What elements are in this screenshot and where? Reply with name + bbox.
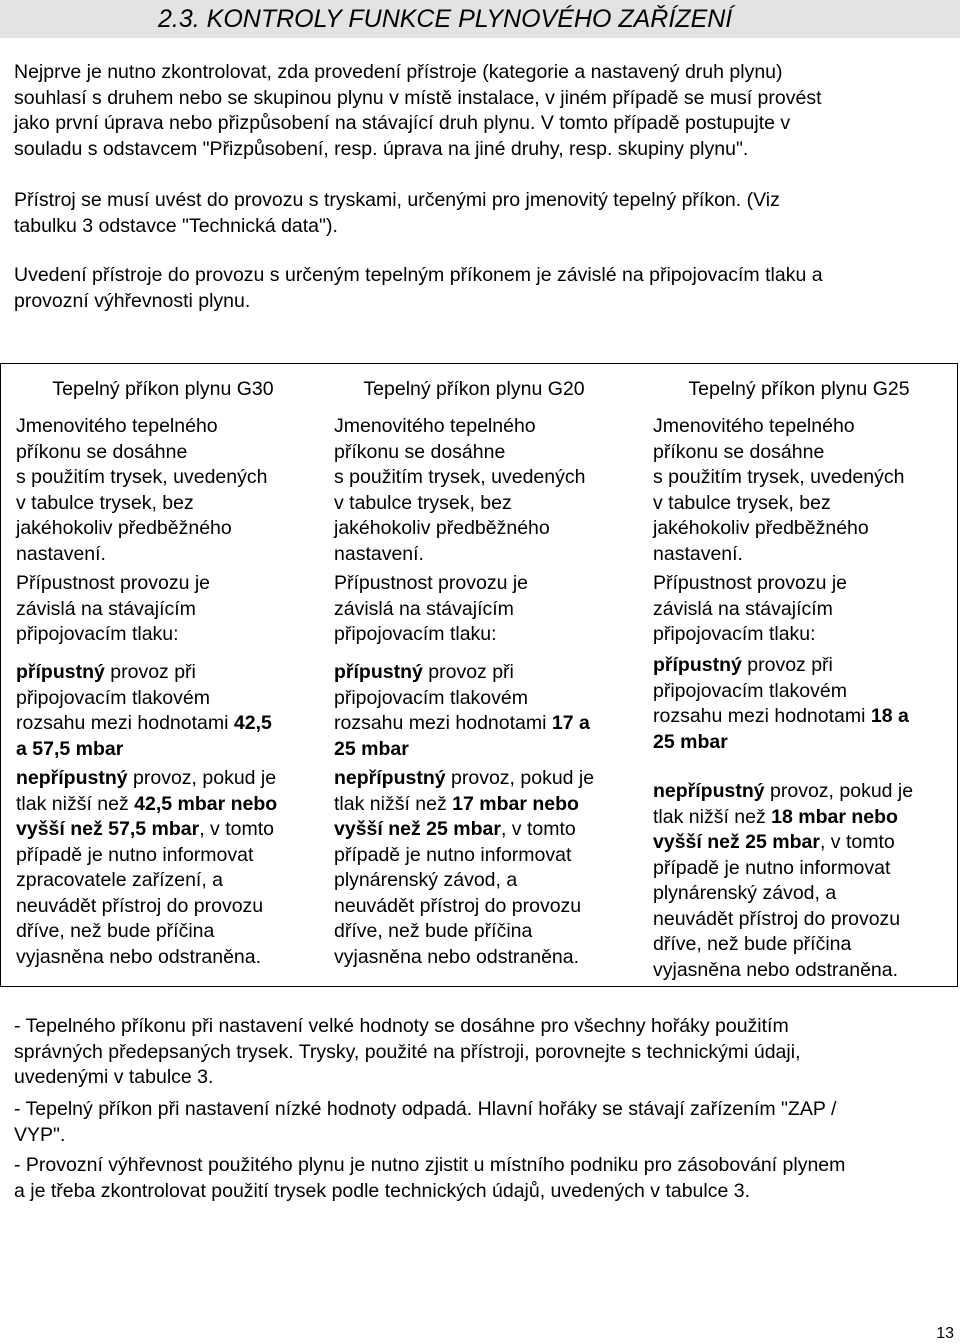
nominal-text: Jmenovitého tepelného příkonu se dosáhne s použitím trysek, uvedených v tabulce trysek, bez jakéhokoliv předběžného nastavení. [334, 415, 586, 565]
text-line: provozní výhřevnosti plynu. [14, 289, 251, 312]
dependency-text: Přípustnost provozu je závislá na stávajícím připojovacím tlaku: [16, 572, 211, 645]
not-allowed-text: nepřípustný provoz, pokud je tlak nižší než 18 mbar nebo vyšší než 25 mbar, v tomto případě je nutno informovat plynárenský závod, a neuvádět přístroj do provozu dříve, než bude příčina vyjasněna nebo odstraněna. [653, 780, 914, 981]
allowed-range-text: přípustný provoz při připojovacím tlakovém rozsahu mezi hodnotami 18 a 25 mbar [653, 654, 909, 753]
not-allowed-text: nepřípustný provoz, pokud je tlak nižší než 42,5 mbar nebo vyšší než 57,5 mbar, v tomto případě je nutno informovat zpracovatele zařízení, a neuvádět přístroj do provozu dříve, než bude příčina vyjasněna nebo odstraněna. [16, 767, 278, 968]
text-line: souhlasí s druhem nebo se skupinou plynu v místě instalace, v jiném případě se musí provést [14, 86, 822, 109]
column-header: Tepelný příkon plynu G25 [688, 378, 910, 400]
dependency-paragraph [14, 263, 934, 314]
text-line: VYP". [14, 1123, 66, 1146]
intro-paragraph [14, 60, 934, 162]
dependency-text: Přípustnost provozu je závislá na stávajícím připojovacím tlaku: [334, 572, 529, 645]
column-header: Tepelný příkon plynu G20 [363, 378, 585, 400]
text-line: Přístroj se musí uvést do provozu s tryskami, určenými pro jmenovitý tepelný příkon. (Viz [14, 189, 780, 211]
nozzle-paragraph [14, 188, 934, 239]
note-nozzles [14, 1014, 954, 1091]
text-line: a je třeba zkontrolovat použití trysek podle technických údajů, uvedených v tabulce 3. [14, 1179, 751, 1202]
text-line: jako první úprava nebo přizpůsobení na stávající druh plynu. V tomto případě postupujte v [14, 112, 791, 134]
nominal-text: Jmenovitého tepelného příkonu se dosáhne s použitím trysek, uvedených v tabulce trysek, bez jakéhokoliv předběžného nastavení. [653, 415, 905, 565]
section-title: 2.3. KONTROLY FUNKCE PLYNOVÉHO ZAŘÍZENÍ [158, 5, 733, 33]
text-line: uvedenými v tabulce 3. [14, 1066, 214, 1088]
column-header: Tepelný příkon plynu G30 [52, 378, 274, 400]
note-calorific-value [14, 1153, 954, 1204]
text-line: - Tepelný příkon při nastavení nízké hodnoty odpadá. Hlavní hořáky se stávají zařízením "ZAP / [14, 1098, 837, 1120]
text-line: správných předepsaných trysek. Trysky, použité na přístroji, porovnejte s technickými údaji, [14, 1040, 801, 1063]
text-line: Nejprve je nutno zkontrolovat, zda provedení přístroje (kategorie a nastavený druh plynu) [14, 61, 783, 83]
text-line: Uvedení přístroje do provozu s určeným tepelným příkonem je závislé na připojovacím tlaku a [14, 264, 823, 286]
dependency-text: Přípustnost provozu je závislá na stávajícím připojovacím tlaku: [653, 572, 848, 645]
gas-heat-input-table [0, 363, 958, 987]
text-line: souladu s odstavcem "Přizpůsobení, resp. úprava na jiné druhy, resp. skupiny plynu". [14, 137, 749, 160]
note-low-setting [14, 1097, 954, 1148]
page-number: 13 [936, 1325, 954, 1342]
text-line: - Provozní výhřevnost použitého plynu je nutno zjistit u místního podniku pro zásobování plynem [14, 1154, 846, 1176]
text-line: - Tepelného příkonu při nastavení velké hodnoty se dosáhne pro všechny hořáky použitím [14, 1015, 789, 1037]
allowed-range-text: přípustný provoz při připojovacím tlakovém rozsahu mezi hodnotami 17 a 25 mbar [334, 661, 590, 760]
nominal-text: Jmenovitého tepelného příkonu se dosáhne s použitím trysek, uvedených v tabulce trysek, bez jakéhokoliv předběžného nastavení. [16, 415, 268, 565]
text-line: tabulku 3 odstavce "Technická data"). [14, 214, 338, 237]
not-allowed-text: nepřípustný provoz, pokud je tlak nižší než 17 mbar nebo vyšší než 25 mbar, v tomto případě je nutno informovat plynárenský závod, a neuvádět přístroj do provozu dříve, než bude příčina vyjasněna nebo odstraněna. [334, 767, 595, 968]
allowed-range-text: přípustný provoz při připojovacím tlakovém rozsahu mezi hodnotami 42,5 a 57,5 mbar [16, 661, 272, 760]
